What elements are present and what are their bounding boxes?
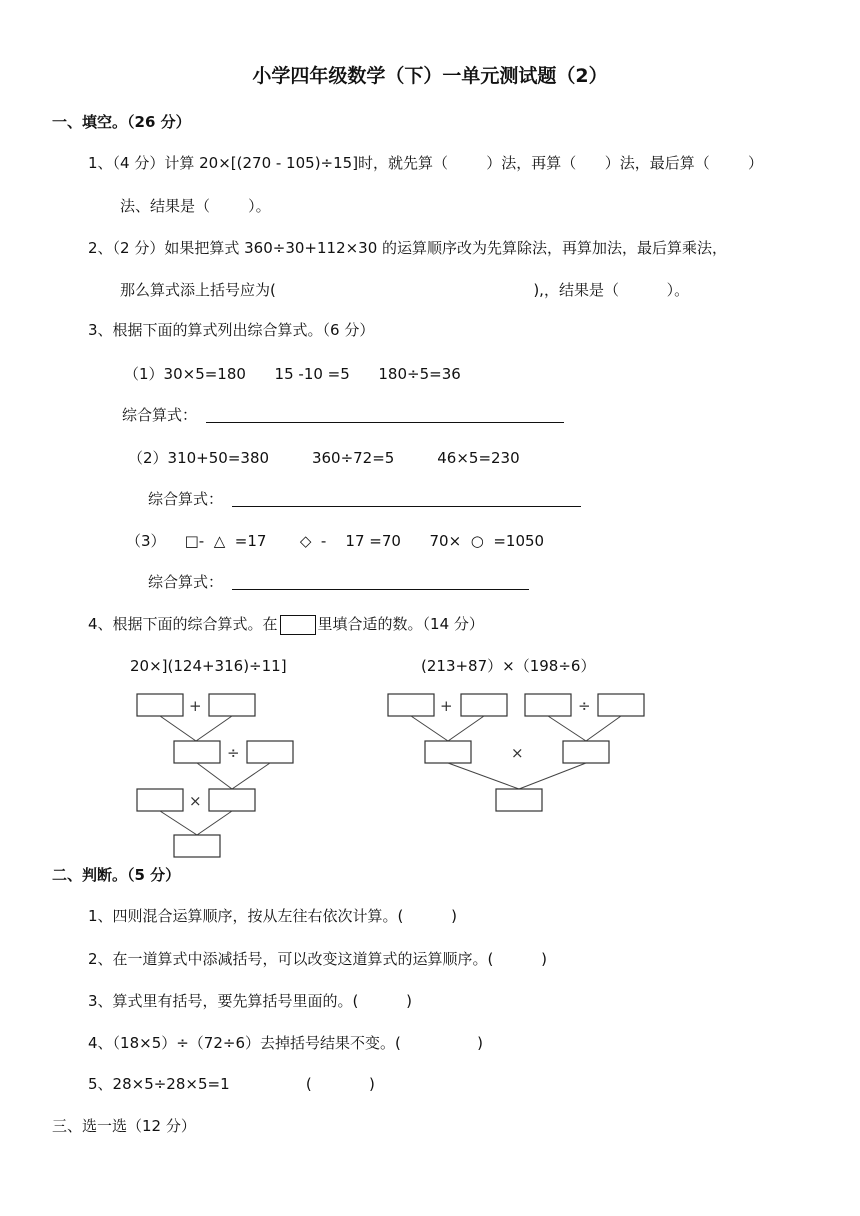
judge-item-1: 1、四则混合运算顺序，按从左往右依次计算。( ) bbox=[88, 907, 457, 925]
expression-1: 20×](124+316)÷11] bbox=[130, 657, 287, 675]
section-heading-fill: 一、填空。（26 分） bbox=[52, 113, 191, 131]
tree2-plus-sign: + bbox=[440, 697, 453, 715]
tree2-divide-sign: ÷ bbox=[578, 697, 591, 715]
tree1-result-box[interactable] bbox=[174, 835, 220, 857]
judge-item-2: 2、在一道算式中添减括号，可以改变这道算式的运算顺序。( ) bbox=[88, 950, 547, 968]
tree2-box-c[interactable] bbox=[525, 694, 571, 716]
combined-formula-label-1: 综合算式： bbox=[122, 406, 198, 424]
question-3-part-2: （2）310+50=380 360÷72=5 46×5=230 bbox=[128, 449, 520, 467]
judge-item-3: 3、算式里有括号，要先算括号里面的。( ) bbox=[88, 992, 412, 1010]
tree1-divide-sign: ÷ bbox=[227, 744, 240, 762]
section-heading-judge: 二、判断。（5 分） bbox=[52, 866, 181, 884]
judge-item-5: 5、28×5÷28×5=1 ( ) bbox=[88, 1075, 375, 1093]
expression-2: (213+87）×（198÷6） bbox=[421, 657, 596, 675]
question-1-line-1: 1、（4 分）计算 20×[(270 - 105)÷15]时，就先算（ ）法，再算（ ）法，最后算（ ） bbox=[88, 154, 763, 172]
section-heading-choose: 三、选一选（12 分） bbox=[52, 1117, 196, 1135]
tree2-box-b[interactable] bbox=[461, 694, 507, 716]
tree1-box-f[interactable] bbox=[209, 789, 255, 811]
question-4-prefix: 4、根据下面的综合算式。在 bbox=[88, 615, 278, 633]
tree2-times-sign: × bbox=[511, 744, 524, 762]
tree1-times-sign: × bbox=[189, 792, 202, 810]
tree1-box-c[interactable] bbox=[174, 741, 220, 763]
page-title: 小学四年级数学（下）一单元测试题（2） bbox=[252, 65, 608, 87]
combined-formula-label-3: 综合算式： bbox=[148, 573, 224, 591]
combined-formula-label-2: 综合算式： bbox=[148, 490, 224, 508]
tree1-box-e[interactable] bbox=[137, 789, 183, 811]
judge-item-4: 4、（18×5）÷（72÷6）去掉括号结果不变。( ) bbox=[88, 1034, 484, 1052]
question-3-part-1: （1）30×5=180 15 -10 =5 180÷5=36 bbox=[124, 365, 461, 383]
question-2-line-1: 2、（2 分）如果把算式 360÷30+112×30 的运算顺序改为先算除法，再算加法，最后算乘法， bbox=[88, 239, 728, 257]
tree1-box-d[interactable] bbox=[247, 741, 293, 763]
tree2-box-e[interactable] bbox=[425, 741, 471, 763]
tree1-box-a[interactable] bbox=[137, 694, 183, 716]
tree2-box-a[interactable] bbox=[388, 694, 434, 716]
tree2-result-box[interactable] bbox=[496, 789, 542, 811]
tree2-box-f[interactable] bbox=[563, 741, 609, 763]
tree1-plus-sign: + bbox=[189, 697, 202, 715]
question-2-line-2: 那么算式添上括号应为( ),，结果是（ ）。 bbox=[120, 281, 690, 299]
question-3: 3、根据下面的算式列出综合算式。（6 分） bbox=[88, 321, 375, 339]
tree2-box-d[interactable] bbox=[598, 694, 644, 716]
tree1-box-b[interactable] bbox=[209, 694, 255, 716]
question-1-line-2: 法、结果是（ ）。 bbox=[120, 197, 271, 215]
question-4-suffix: 里填合适的数。（14 分） bbox=[317, 615, 484, 633]
question-3-part-3: （3） □- △ =17 ◇ - 17 =70 70× ○ =1050 bbox=[126, 532, 545, 550]
